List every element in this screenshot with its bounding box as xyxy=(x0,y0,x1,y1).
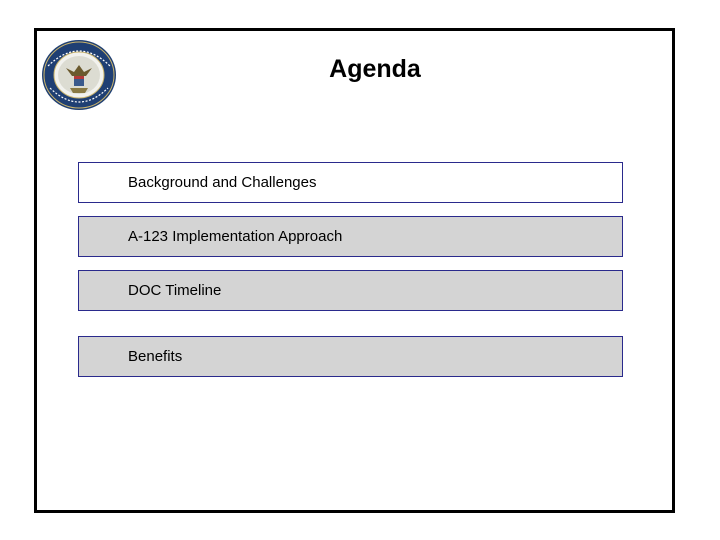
agenda-item-label: A-123 Implementation Approach xyxy=(128,228,343,245)
department-of-commerce-seal-icon xyxy=(40,38,118,112)
slide-title: Agenda xyxy=(329,55,421,83)
agenda-item-implementation-approach xyxy=(78,216,623,257)
agenda-item-label: Benefits xyxy=(128,348,183,365)
agenda-item-label: Background and Challenges xyxy=(128,174,317,191)
agenda-item-background xyxy=(78,162,623,203)
agenda-item-timeline xyxy=(78,270,623,311)
agenda-item-label: DOC Timeline xyxy=(128,282,222,299)
agenda-item-benefits xyxy=(78,336,623,377)
